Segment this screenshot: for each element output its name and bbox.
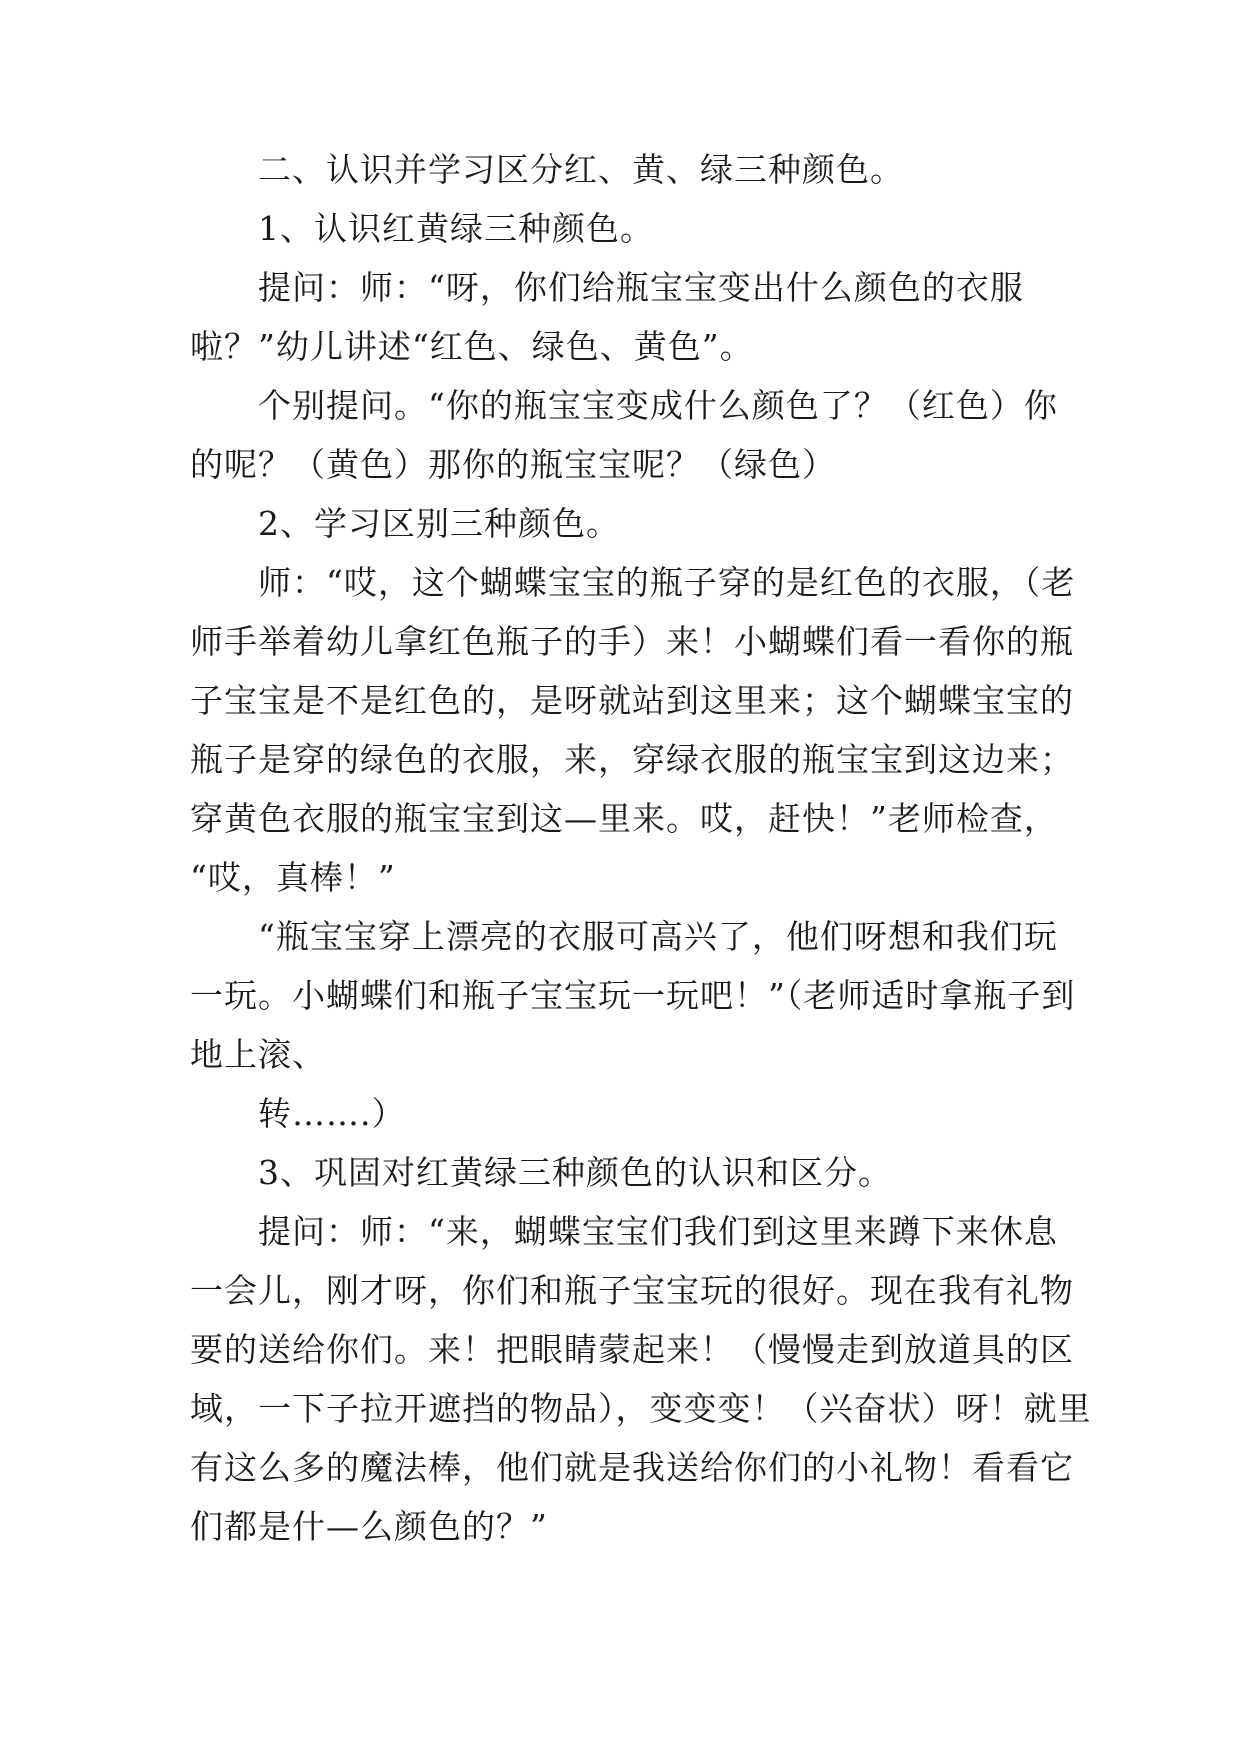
paragraph-line: 域，一下子拉开遮挡的物品），变变变！（兴奋状）呀！就里 — [190, 1389, 1092, 1428]
paragraph-line: 提问：师：“呀，你们给瓶宝宝变出什么颜色的衣服 — [258, 268, 1024, 307]
paragraph-line: 一玩。小蝴蝶们和瓶子宝宝玩一玩吧！”（老师适时拿瓶子到 — [190, 976, 1076, 1015]
paragraph-line: 要的送给你们。来！把眼睛蒙起来！（慢慢走到放道具的区 — [190, 1330, 1074, 1369]
paragraph-line: 穿黄色衣服的瓶宝宝到这—里来。哎，赶快！”老师检查， — [190, 799, 1058, 838]
paragraph-line: “瓶宝宝穿上漂亮的衣服可高兴了，他们呀想和我们玩 — [258, 917, 1058, 956]
paragraph-line: 师手举着幼儿拿红色瓶子的手）来！小蝴蝶们看一看你的瓶 — [190, 622, 1074, 661]
paragraph-line: “哎，真棒！” — [190, 858, 396, 897]
paragraph-line: 瓶子是穿的绿色的衣服，来，穿绿衣服的瓶宝宝到这边来； — [190, 740, 1074, 779]
subheading-2: 2、学习区别三种颜色。 — [258, 504, 620, 543]
paragraph-line: 一会儿，刚才呀，你们和瓶子宝宝玩的很好。现在我有礼物 — [190, 1271, 1074, 1310]
subheading-1: 1、认识红黄绿三种颜色。 — [258, 209, 654, 248]
paragraph-line: 提问：师：“来，蝴蝶宝宝们我们到这里来蹲下来休息 — [258, 1212, 1058, 1251]
paragraph-line: 啦？”幼儿讲述“红色、绿色、黄色”。 — [190, 327, 754, 366]
paragraph-line: 转…….） — [258, 1094, 406, 1133]
paragraph-line: 有这么多的魔法棒，他们就是我送给你们的小礼物！看看它 — [190, 1448, 1074, 1487]
paragraph-line: 子宝宝是不是红色的，是呀就站到这里来；这个蝴蝶宝宝的 — [190, 681, 1074, 720]
paragraph-line: 地上滚、 — [190, 1035, 326, 1074]
subheading-3: 3、巩固对红黄绿三种颜色的认识和区分。 — [258, 1153, 892, 1192]
paragraph-line: 个别提问。“你的瓶宝宝变成什么颜色了？（红色）你 — [258, 386, 1058, 425]
heading-section-2: 二、认识并学习区分红、黄、绿三种颜色。 — [258, 150, 904, 189]
paragraph-line: 的呢？（黄色）那你的瓶宝宝呢？（绿色） — [190, 445, 836, 484]
paragraph-line: 们都是什—么颜色的？” — [190, 1507, 548, 1546]
paragraph-line: 师：“哎，这个蝴蝶宝宝的瓶子穿的是红色的衣服，（老 — [258, 563, 1076, 602]
